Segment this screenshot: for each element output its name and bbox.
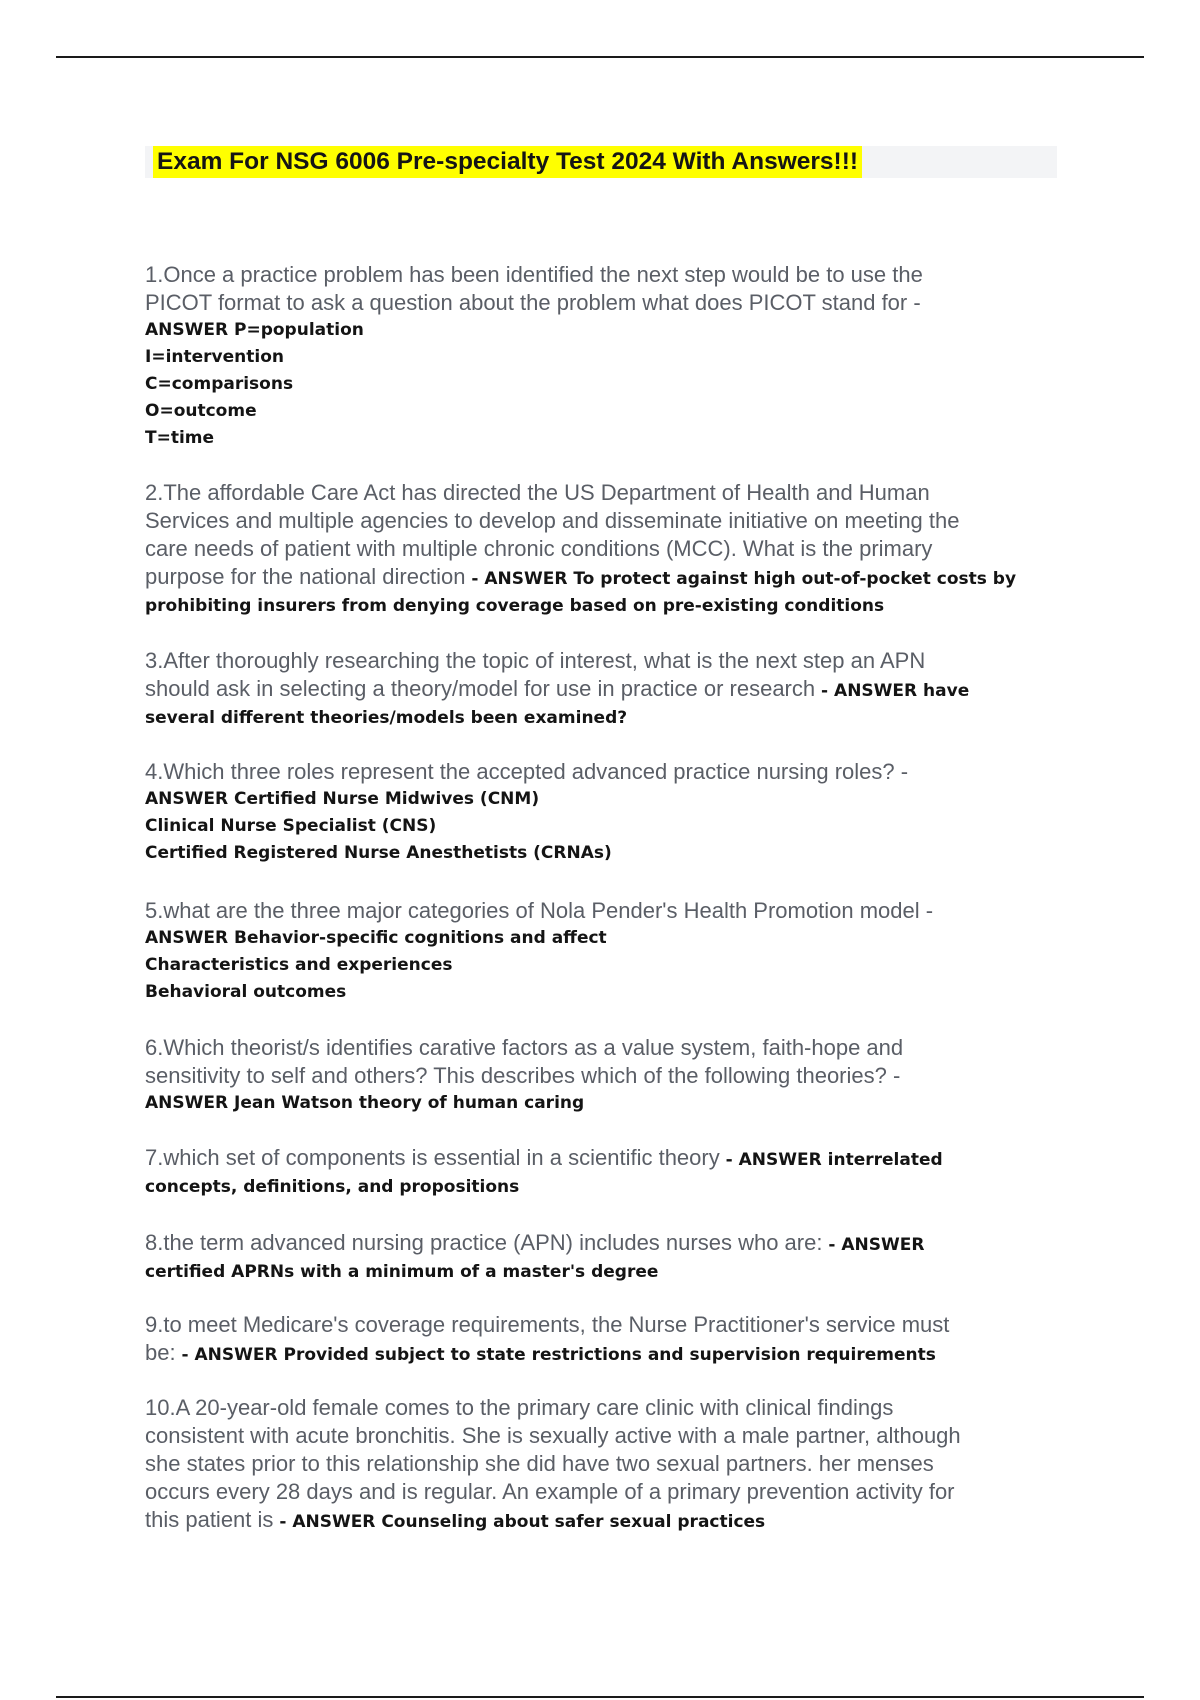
answer-text: ANSWER Certified Nurse Midwives (CNM) xyxy=(145,789,540,809)
answer-dash: - xyxy=(719,1150,739,1170)
bottom-rule xyxy=(56,1696,1144,1698)
answer-text: ANSWER Jean Watson theory of human caring xyxy=(145,1093,585,1113)
question-answer-line xyxy=(145,1506,1045,1536)
question-text: she states prior to this relationship she did have two sexual partners. her menses xyxy=(145,1451,934,1476)
question-4 xyxy=(145,758,1045,867)
question-answer-line xyxy=(145,1229,1045,1259)
answer-text: certified APRNs with a minimum of a master's degree xyxy=(145,1262,659,1282)
question-6 xyxy=(145,1034,1045,1117)
question-text: 9.to meet Medicare's coverage requirements, the Nurse Practitioner's service must xyxy=(145,1312,950,1337)
answer-text: Behavioral outcomes xyxy=(145,982,347,1002)
question-text: 7.which set of components is essential in a scientific theory xyxy=(145,1145,720,1170)
question-text: 10.A 20-year-old female comes to the primary care clinic with clinical findings xyxy=(145,1395,894,1420)
question-text: Services and multiple agencies to develop and disseminate initiative on meeting the xyxy=(145,508,960,533)
answer-text: concepts, definitions, and propositions xyxy=(145,1177,520,1197)
answer-text: ANSWER have xyxy=(834,681,970,701)
answer-text: T=time xyxy=(145,428,215,448)
answer-text: prohibiting insurers from denying coverage based on pre-existing conditions xyxy=(145,596,885,616)
answer-dash: - xyxy=(273,1512,293,1532)
answer-text: Characteristics and experiences xyxy=(145,955,453,975)
question-1 xyxy=(145,261,1045,452)
question-text: purpose for the national direction xyxy=(145,564,466,589)
answer-dash: - xyxy=(175,1345,195,1365)
question-5 xyxy=(145,897,1045,1006)
question-text: 1.Once a practice problem has been identified the next step would be to use the xyxy=(145,262,923,287)
answer-dash: - xyxy=(815,681,835,701)
answer-text: ANSWER xyxy=(841,1235,925,1255)
answer-text: O=outcome xyxy=(145,401,257,421)
question-2 xyxy=(145,479,1045,620)
question-text: 2.The affordable Care Act has directed the US Department of Health and Human xyxy=(145,480,930,505)
question-text: occurs every 28 days and is regular. An example of a primary prevention activity for xyxy=(145,1479,955,1504)
question-text: 4.Which three roles represent the accepted advanced practice nursing roles? - xyxy=(145,759,909,784)
answer-text: ANSWER Behavior-specific cognitions and affect xyxy=(145,928,607,948)
question-answer-line xyxy=(145,1144,1045,1174)
question-text: PICOT format to ask a question about the problem what does PICOT stand for - xyxy=(145,290,921,315)
question-answer-line xyxy=(145,675,1045,705)
question-8 xyxy=(145,1229,1045,1286)
question-text: should ask in selecting a theory/model for use in practice or research xyxy=(145,676,816,701)
question-10 xyxy=(145,1394,1045,1536)
answer-text: several different theories/models been examined? xyxy=(145,708,628,728)
question-text: 3.After thoroughly researching the topic of interest, what is the next step an APN xyxy=(145,648,926,673)
question-7 xyxy=(145,1144,1045,1201)
question-text: consistent with acute bronchitis. She is sexually active with a male partner, although xyxy=(145,1423,961,1448)
question-9 xyxy=(145,1311,1045,1369)
question-text: 5.what are the three major categories of Nola Pender's Health Promotion model - xyxy=(145,898,934,923)
question-text: be: xyxy=(145,1340,176,1365)
top-rule xyxy=(56,56,1144,58)
answer-text: C=comparisons xyxy=(145,374,294,394)
answer-text: I=intervention xyxy=(145,347,284,367)
question-text: care needs of patient with multiple chronic conditions (MCC). What is the primary xyxy=(145,536,933,561)
question-text: 6.Which theorist/s identifies carative factors as a value system, faith-hope and xyxy=(145,1035,904,1060)
question-text: 8.the term advanced nursing practice (APN) includes nurses who are: xyxy=(145,1230,823,1255)
answer-dash: - xyxy=(822,1235,842,1255)
answer-text: Clinical Nurse Specialist (CNS) xyxy=(145,816,437,836)
answer-text: ANSWER Counseling about safer sexual practices xyxy=(292,1512,766,1532)
question-answer-line xyxy=(145,563,1045,593)
question-text: this patient is xyxy=(145,1507,274,1532)
answer-text: ANSWER P=population xyxy=(145,320,364,340)
question-3 xyxy=(145,647,1045,732)
answer-dash: - xyxy=(465,569,485,589)
answer-text: Certified Registered Nurse Anesthetists (CRNAs) xyxy=(145,843,612,863)
answer-text: ANSWER To protect against high out-of-pocket costs by xyxy=(484,569,1017,589)
question-answer-line xyxy=(145,1339,1045,1369)
answer-text: ANSWER interrelated xyxy=(738,1150,943,1170)
answer-text: ANSWER Provided subject to state restrictions and supervision requirements xyxy=(194,1345,936,1365)
question-text: sensitivity to self and others? This describes which of the following theories? - xyxy=(145,1063,901,1088)
page-title: Exam For NSG 6006 Pre-specialty Test 2024 With Answers!!! xyxy=(153,146,862,178)
